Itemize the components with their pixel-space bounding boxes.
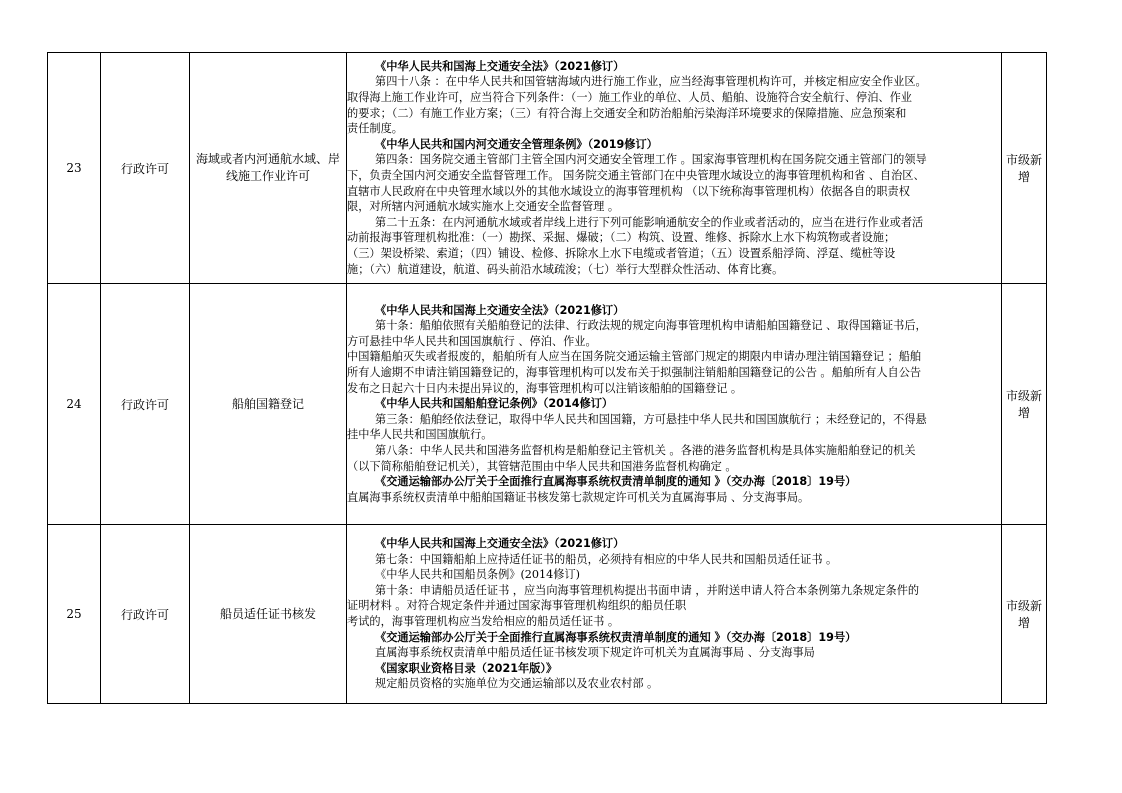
clause-text: 中国籍船舶灭失或者报废的，船舶所有人应当在国务院交通运输主管部门规定的期限内申请办理注销国籍登记 ；船舶 [347, 350, 922, 364]
clause-text: 下，负责全国内河交通安全监督管理工作。 国务院交通主管部门在中央管理水域设立的海事管理机构和省 、自治区、 [347, 169, 925, 182]
permit-type: 行政许可 [101, 525, 190, 704]
clause-text: 的要求；（二）有施工作业方案；（三）有符合海上交通安全和防治船舶污染海洋环境要求的保障措施、应急预案和 [347, 106, 907, 120]
law-title: 《交通运输部办公厅关于全面推行直属海事系统权责清单制度的通知 》（交办海〔2018〕19号） [375, 475, 857, 489]
permit-item-line: 海域或者内河通航水域、岸 [195, 152, 340, 166]
law-title: 《中华人民共和国海上交通安全法》（2021修订） [375, 303, 625, 317]
remark: 市级新增 [1002, 525, 1047, 704]
clause-text: 动前报海事管理机构批准：（一）勘探、采掘、爆破；（二）构筑、设置、维修、拆除水上水下构筑物或者设施； [347, 231, 896, 245]
law-title: 《中华人民共和国海上交通安全法》（2021修订） [375, 537, 625, 551]
clause-text: 第二十五条：在内河通航水域或者岸线上进行下列可能影响通航安全的作业或者活动的，应当在进行作业或者活 [375, 215, 924, 229]
remark: 市级新增 [1002, 284, 1047, 525]
clause-text: 限，对所辖内河通航水域实施水上交通安全监督管理 。 [347, 200, 620, 214]
row-number: 24 [48, 284, 101, 525]
clause-text: 取得海上施工作业许可，应当符合下列条件：（一）施工作业的单位、人员、船舶、设施符合安全航行、停泊、作业 [347, 91, 912, 105]
clause-text: 责任制度。 [347, 122, 403, 136]
permit-type: 行政许可 [101, 284, 190, 525]
law-title: 《中华人民共和国海上交通安全法》（2021修订） [375, 59, 625, 73]
clause-text: 施；（六）航道建设，航道、码头前沿水域疏浚；（七）举行大型群众性活动、体育比赛。 [347, 262, 784, 276]
legal-basis [347, 284, 1002, 525]
law-title: 《国家职业资格目录（2021年版）》 [375, 661, 558, 675]
remark: 市级新增 [1002, 53, 1047, 284]
clause-text: 规定船员资格的实施单位为交通运输部以及农业农村部 。 [375, 677, 659, 691]
clause-text: 方可悬挂中华人民共和国国旗航行 、停泊、作业。 [347, 334, 597, 348]
clause-text: 第十条：申请船员适任证书 ，应当向海事管理机构提出书面申请 ，并附送申请人符合本条例第九条规定条件的 [375, 583, 920, 597]
clause-text: 第三条：船舶经依法登记，取得中华人民共和国国籍，方可悬挂中华人民共和国国旗航行 ；未经登记的，不得悬 [375, 412, 927, 426]
permit-item-line: 船员适任证书核发 [219, 606, 316, 621]
clause-text: 第七条：中国籍船舶上应持适任证书的船员，必须持有相应的中华人民共和国船员适任证书 。 [375, 552, 838, 566]
clause-text: 考试的，海事管理机构应当发给相应的船员适任证书 。 [347, 615, 620, 628]
clause-text: 发布之日起六十日内未提出异议的，海事管理机构可以注销该船舶的国籍登记 。 [347, 381, 743, 395]
permit-item-line: 船舶国籍登记 [231, 396, 304, 411]
legal-basis [347, 53, 1002, 284]
clause-text: 《中华人民共和国船员条例》(2014修订) [375, 568, 581, 582]
permit-item [190, 284, 347, 525]
clause-text: 第八条：中华人民共和国港务监督机构是船舶登记主管机关 。各港的港务监督机构是具体实施船舶登记的机关 [375, 443, 916, 457]
clause-text: （以下简称船舶登记机关），其管辖范围由中华人民共和国港务监督机构确定 。 [347, 459, 737, 473]
clause-text: 所有人逾期不申请注销国籍登记的，海事管理机构可以发布关于拟强制注销船舶国籍登记的公告 。船舶所有人自公告 [347, 366, 922, 380]
row-number: 25 [48, 525, 101, 704]
law-title: 《中华人民共和国船舶登记条例》（2014修订） [375, 397, 614, 411]
clause-text: 直属海事系统权责清单中船员适任证书核发项下规定许可机关为直属海事局 、分支海事局 [375, 646, 815, 660]
table-row [48, 525, 1047, 704]
clause-text: （三）架设桥梁、索道；（四）铺设、检修、拆除水上水下电缆或者管道；（五）设置系船浮筒、浮趸、缆桩等设 [347, 246, 896, 260]
clause-text: 证明材料 。对符合规定条件并通过国家海事管理机构组织的船员任职 [347, 599, 687, 613]
permit-item-line: 线施工作业许可 [225, 169, 310, 183]
table-row [48, 284, 1047, 525]
law-title: 《交通运输部办公厅关于全面推行直属海事系统权责清单制度的通知 》（交办海〔2018〕19号） [375, 630, 857, 644]
clause-text: 直辖市人民政府在中央管理水域以外的其他水域设立的海事管理机构 （以下统称海事管理机构）依据各自的职责权 [347, 184, 910, 198]
permit-table [47, 52, 1047, 704]
legal-basis [347, 525, 1002, 704]
permit-item [190, 53, 347, 284]
clause-text: 第四十八条 ：在中华人民共和国管辖海域内进行施工作业，应当经海事管理机构许可，并核定相应安全作业区。 [375, 75, 927, 89]
row-number: 23 [48, 53, 101, 284]
table-row [48, 53, 1047, 284]
clause-text: 第十条：船舶依照有关船舶登记的法律、行政法规的规定向海事管理机构申请船舶国籍登记 、取得国籍证书后， [375, 319, 927, 333]
clause-text: 直属海事系统权责清单中船舶国籍证书核发第七款规定许可机关为直属海事局 、分支海事局。 [347, 490, 810, 504]
permit-item [190, 525, 347, 704]
permit-type: 行政许可 [101, 53, 190, 284]
law-title: 《中华人民共和国内河交通安全管理条例》（2019修订） [375, 137, 658, 151]
clause-text: 挂中华人民共和国国旗航行。 [347, 428, 493, 442]
clause-text: 第四条：国务院交通主管部门主管全国内河交通安全管理工作 。国家海事管理机构在国务院交通主管部门的领导 [375, 153, 927, 167]
